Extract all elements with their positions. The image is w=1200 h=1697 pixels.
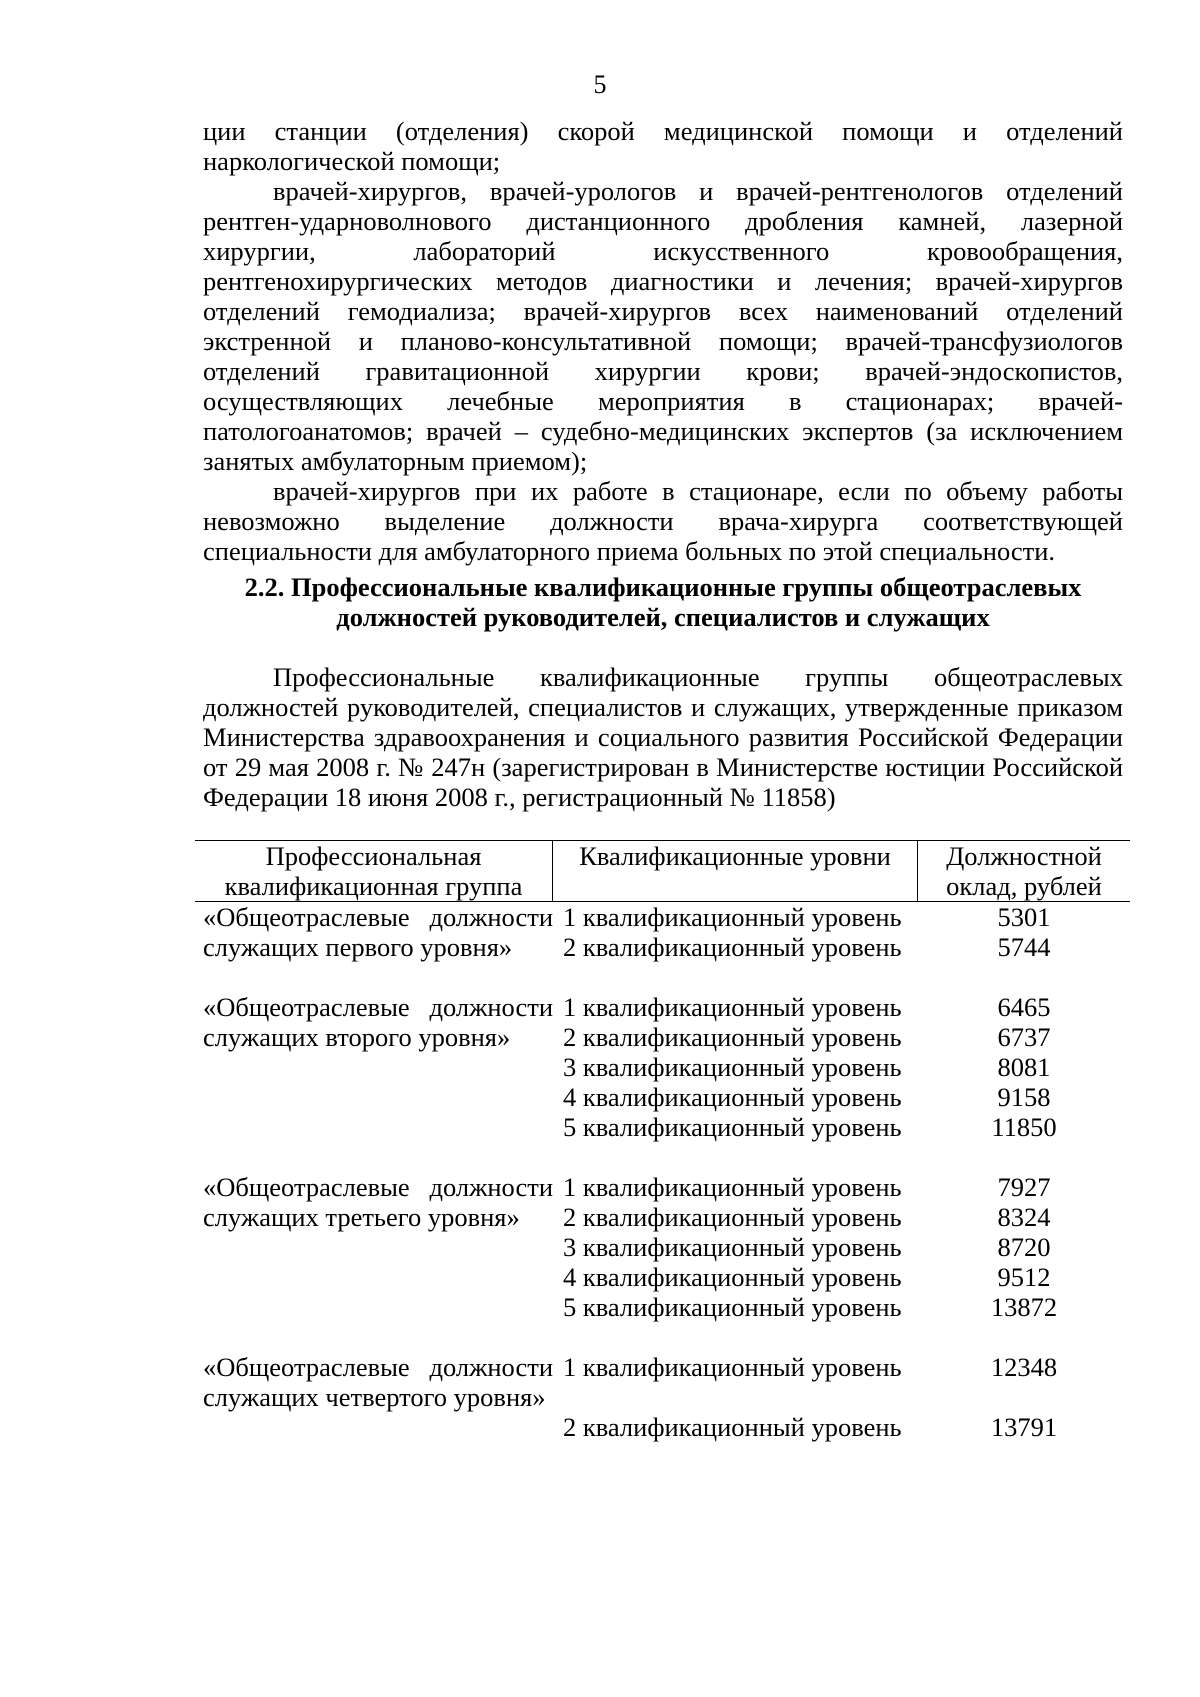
group-name: «Общеотраслевые должности служащих первого уровня»	[203, 902, 553, 962]
table-group	[195, 1352, 1130, 1442]
salary-cell: 8324	[997, 1202, 1051, 1232]
table-body	[195, 902, 1130, 1442]
group-levels	[553, 1172, 918, 1322]
section-heading-line-1: 2.2. Профессиональные квалификационные группы общеотраслевых	[244, 572, 1082, 602]
header-salary: Должностной оклад, рублей	[946, 841, 1102, 901]
salary-cell	[918, 1382, 1130, 1412]
paragraph-2: врачей-хирургов, врачей-урологов и врачей-рентгенологов отделений рентген-ударноволнового дистанционного дробления камней, лазерной хирургии, лабораторий искусственного кровообращения, рентгенохирургических методов диагностики и лечения; врачей-хирургов отделений гемодиализа; врачей-хирургов всех наименований отделений экстренной и планово-консультативной помощи; врачей-трансфузиологов отделений гравитационной хирургии крови; врачей-эндоскопистов, осуществляющих лечебные мероприятия в стационарах; врачей-патологоанатомов; врачей – судебно-медицинских экспертов (за исключением занятых амбулаторным приемом);	[203, 176, 1123, 476]
group-salaries	[918, 992, 1130, 1142]
level-cell: 2 квалификационный уровень	[563, 1022, 902, 1052]
salary-cell: 5301	[997, 902, 1051, 932]
section-intro	[203, 662, 1123, 812]
section-heading	[203, 572, 1123, 632]
group-levels	[553, 902, 918, 962]
salary-cell: 11850	[991, 1112, 1057, 1142]
table-header	[195, 840, 1130, 902]
level-cell: 3 квалификационный уровень	[563, 1052, 902, 1082]
salary-cell: 8081	[997, 1052, 1051, 1082]
salary-cell: 6465	[997, 992, 1051, 1022]
level-cell: 3 квалификационный уровень	[563, 1232, 902, 1262]
salary-cell: 9158	[997, 1082, 1051, 1112]
section-heading-line-2: должностей руководителей, специалистов и служащих	[336, 602, 990, 632]
level-cell: 5 квалификационный уровень	[563, 1112, 902, 1142]
level-cell: 4 квалификационный уровень	[563, 1082, 902, 1112]
paragraph-1: ции станции (отделения) скорой медицинской помощи и отделений наркологической помощи;	[203, 116, 1123, 176]
paragraph-3: врачей-хирургов при их работе в стационаре, если по объему работы невозможно выделение должности врача-хирурга соответствующей специальности для амбулаторного приема больных по этой специальности.	[203, 476, 1123, 566]
intro-paragraph: Профессиональные квалификационные группы общеотраслевых должностей руководителей, специалистов и служащих, утвержденные приказом Министерства здравоохранения и социального развития Российской Федерации от 29 мая 2008 г. № 247н (зарегистрирован в Министерстве юстиции Российской Федерации 18 июня 2008 г., регистрационный № 11858)	[203, 662, 1123, 812]
level-cell: 5 квалификационный уровень	[563, 1292, 902, 1322]
group-salaries	[918, 902, 1130, 962]
group-name: «Общеотраслевые должности служащих четвертого уровня»	[203, 1352, 553, 1412]
salary-cell: 6737	[997, 1022, 1051, 1052]
salary-table	[195, 840, 1130, 1442]
group-name: «Общеотраслевые должности служащих второго уровня»	[203, 992, 553, 1052]
page-number: 5	[593, 70, 607, 99]
table-group	[195, 992, 1130, 1142]
header-level: Квалификационные уровни	[553, 841, 918, 901]
level-cell: 2 квалификационный уровень	[563, 1412, 902, 1442]
salary-cell: 7927	[997, 1172, 1051, 1202]
level-cell: 1 квалификационный уровень	[563, 992, 902, 1022]
level-cell: 1 квалификационный уровень	[563, 902, 902, 932]
salary-cell: 12348	[990, 1352, 1058, 1382]
group-levels	[553, 1352, 918, 1442]
table-group	[195, 902, 1130, 962]
level-cell: 1 квалификационный уровень	[563, 1172, 902, 1202]
level-cell: 2 квалификационный уровень	[563, 932, 902, 962]
salary-cell: 8720	[997, 1232, 1051, 1262]
salary-cell: 13791	[990, 1412, 1058, 1442]
level-cell: 1 квалификационный уровень	[563, 1352, 902, 1382]
level-cell: 4 квалификационный уровень	[563, 1262, 902, 1292]
salary-cell: 9512	[997, 1262, 1051, 1292]
level-cell	[563, 1382, 918, 1412]
group-levels	[553, 992, 918, 1142]
salary-cell: 13872	[990, 1292, 1058, 1322]
table-group	[195, 1172, 1130, 1322]
group-name: «Общеотраслевые должности служащих третьего уровня»	[203, 1172, 553, 1232]
group-salaries	[918, 1352, 1130, 1442]
level-cell: 2 квалификационный уровень	[563, 1202, 902, 1232]
salary-cell: 5744	[997, 932, 1051, 962]
header-group: Профессиональная квалификационная группа	[195, 841, 553, 901]
group-salaries	[918, 1172, 1130, 1322]
continued-text	[203, 116, 1123, 566]
